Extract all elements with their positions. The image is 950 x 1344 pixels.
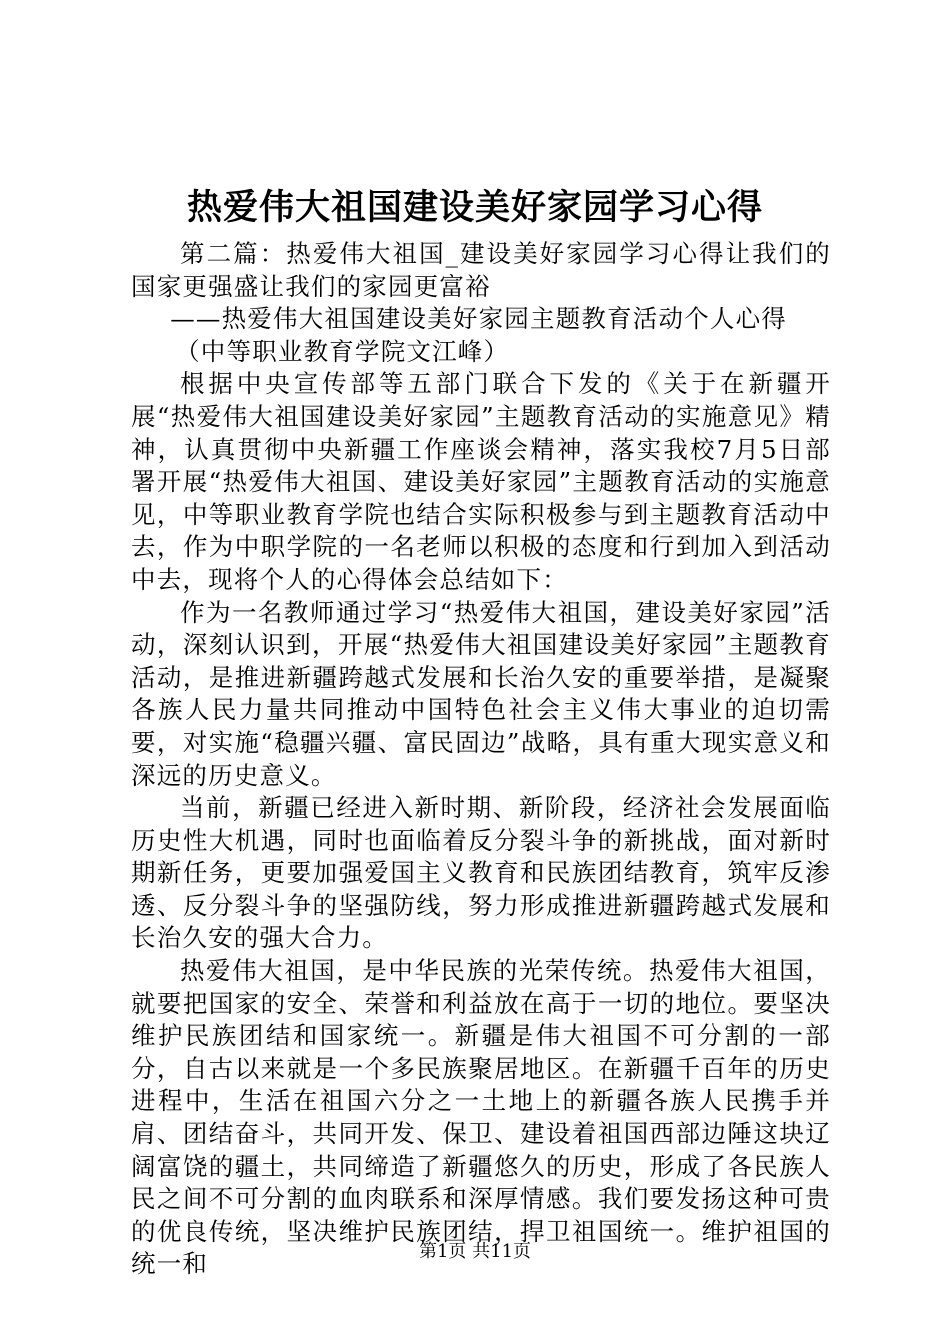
paragraph-body: 热爱伟大祖国，是中华民族的光荣传统。热爱伟大祖国，就要把国家的安全、荣誉和利益放在高于一切的地位。要坚决维护民族团结和国家统一。新疆是伟大祖国不可分割的一部分，自古以来就是一个多民族聚居地区。在新疆千百年的历史进程中，生活在祖国六分之一土地上的新疆各族人民携手并肩、团结奋斗，共同开发、保卫、建设着祖国西部边陲这块辽阔富饶的疆土，共同缔造了新疆悠久的历史，形成了各民族人民之间不可分割的血肉联系和深厚情感。我们要发扬这种可贵的优良传统，坚决维护民族团结，捍卫祖国统一。维护祖国的统一和 — [131, 956, 831, 1279]
paragraph-body: 根据中央宣传部等五部门联合下发的《关于在新疆开展“热爱伟大祖国建设美好家园”主题教育活动的实施意见》精神，认真贯彻中央新疆工作座谈会精神，落实我校7月5日部署开展“热爱伟大祖国、建设美好家园”主题教育活动的实施意见，中等职业教育学院也结合实际积极参与到主题教育活动中去，作为中职学院的一名老师以积极的态度和行到加入到活动中去，现将个人的心得体会总结如下： — [131, 369, 831, 594]
document-body — [131, 238, 831, 1281]
paragraph-body: 当前，新疆已经进入新时期、新阶段，经济社会发展面临历史性大机遇，同时也面临着反分裂斗争的新挑战，面对新时期新任务，更要加强爱国主义教育和民族团结教育，筑牢反渗透、反分裂斗争的坚强防线，努力形成推进新疆跨越式发展和长治久安的强大合力。 — [131, 793, 831, 953]
paragraph-theme-line: ——热爱伟大祖国建设美好家园主题教育活动个人心得 — [170, 304, 787, 334]
document-title: 热爱伟大祖国建设美好家园学习心得 — [186, 187, 763, 228]
paragraph-author-line: （中等职业教育学院文江峰） — [175, 336, 510, 366]
page-footer: 第1页 共11页 — [418, 1241, 532, 1262]
paragraph-body: 作为一名教师通过学习“热爱伟大祖国，建设美好家园”活动，深刻认识到，开展“热爱伟大祖国建设美好家园”主题教育活动，是推进新疆跨越式发展和长治久安的重要举措，是凝聚各族人民力量共同推动中国特色社会主义伟大事业的迫切需要，对实施“稳疆兴疆、富民固边”战略，具有重大现实意义和深远的历史意义。 — [131, 597, 831, 790]
paragraph-subtitle: 第二篇：热爱伟大祖国_建设美好家园学习心得让我们的国家更强盛让我们的家园更富裕 — [131, 239, 831, 301]
